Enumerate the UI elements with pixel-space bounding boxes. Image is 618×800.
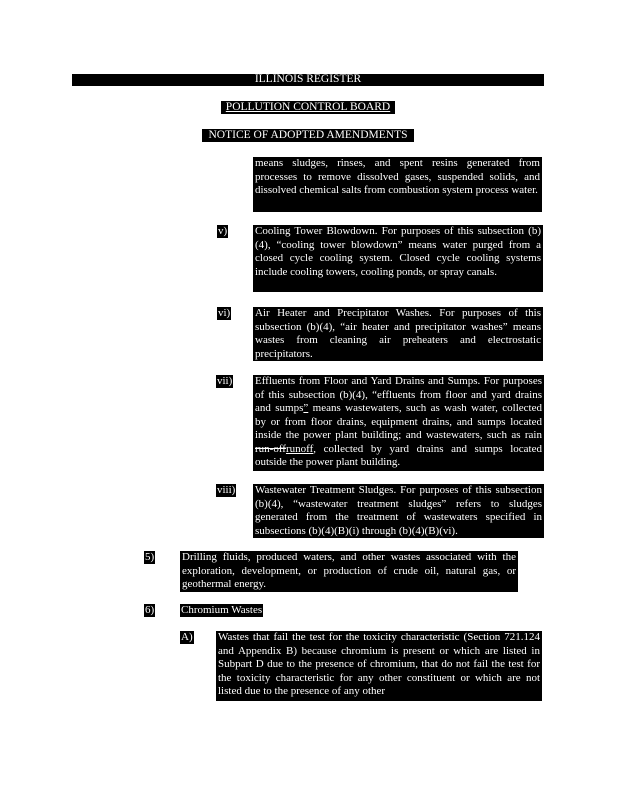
item-vi-label: vi) xyxy=(218,307,231,319)
item-v-paragraph: Cooling Tower Blowdown. For purposes of this subsection (b)(4), “cooling tower blowdown” means water purged from a closed cycle cooling system. Closed cycle cooling systems include cooling towers, cooling ponds, or spray canals. xyxy=(253,225,543,292)
subparagraph-a-text: Wastes that fail the test for the toxicity characteristic (Section 721.124 and Appendix B) because chromium is present or which are listed in Subpart D due to the presence of chromium, that do not fail the test for the toxicity characteristic for any other constituent or which are not listed due to the presence of any other xyxy=(216,631,542,701)
continuation-paragraph: means sludges, rinses, and spent resins generated from processes to remove dissolved gases, suspended solids, and dissolved chemical salts from combustion system process water. xyxy=(253,157,542,212)
item-vii-text-b: means wastewaters, such as wash water, collected by or from floor drains, equipment drains, and sumps located inside the power plant building; and wastewaters, such as rain xyxy=(255,402,542,441)
paragraph-6-heading: Chromium Wastes xyxy=(181,604,263,616)
subparagraph-a-label: A) xyxy=(181,631,193,643)
item-vii-insert: runoff xyxy=(285,442,314,455)
paragraph-5-label: 5) xyxy=(145,551,155,563)
paragraph-6-label: 6) xyxy=(145,604,155,616)
item-viii-paragraph: Wastewater Treatment Sludges. For purposes of this subsection (b)(4), “wastewater treatment sludges” refers to sludges generated from the treatment of wastewaters specified in subsections (b)(4)(B)(i) through (b)(4)(B)(vi). xyxy=(255,484,542,537)
board-title: POLLUTION CONTROL BOARD xyxy=(221,101,395,114)
item-vii-text-a: Effluents from Floor and Yard Drains and Sumps. For purposes of this subsection (b)(4), “effluents from floor and yard drains and sumps xyxy=(255,375,542,414)
notice-title: NOTICE OF ADOPTED AMENDMENTS xyxy=(202,129,414,142)
item-vii-quote-insert: ” xyxy=(303,402,309,414)
item-vii-paragraph xyxy=(253,375,544,471)
item-v-label: v) xyxy=(218,225,228,237)
item-vii-strike: run-off xyxy=(255,442,286,455)
item-viii-label: viii) xyxy=(217,484,236,496)
item-vii-label: vii) xyxy=(217,375,233,387)
paragraph-5-text: Drilling fluids, produced waters, and other wastes associated with the exploration, development, or production of crude oil, natural gas, or geothermal energy. xyxy=(182,551,516,590)
register-title: ILLINOIS REGISTER xyxy=(254,73,362,85)
item-vii-text-c: , collected by yard drains and sumps located outside the power plant building. xyxy=(255,442,542,468)
item-vi-paragraph: Air Heater and Precipitator Washes. For purposes of this subsection (b)(4), “air heater and precipitator washes” means wastes from cleaning air preheaters and electrostatic precipitators. xyxy=(255,307,541,360)
